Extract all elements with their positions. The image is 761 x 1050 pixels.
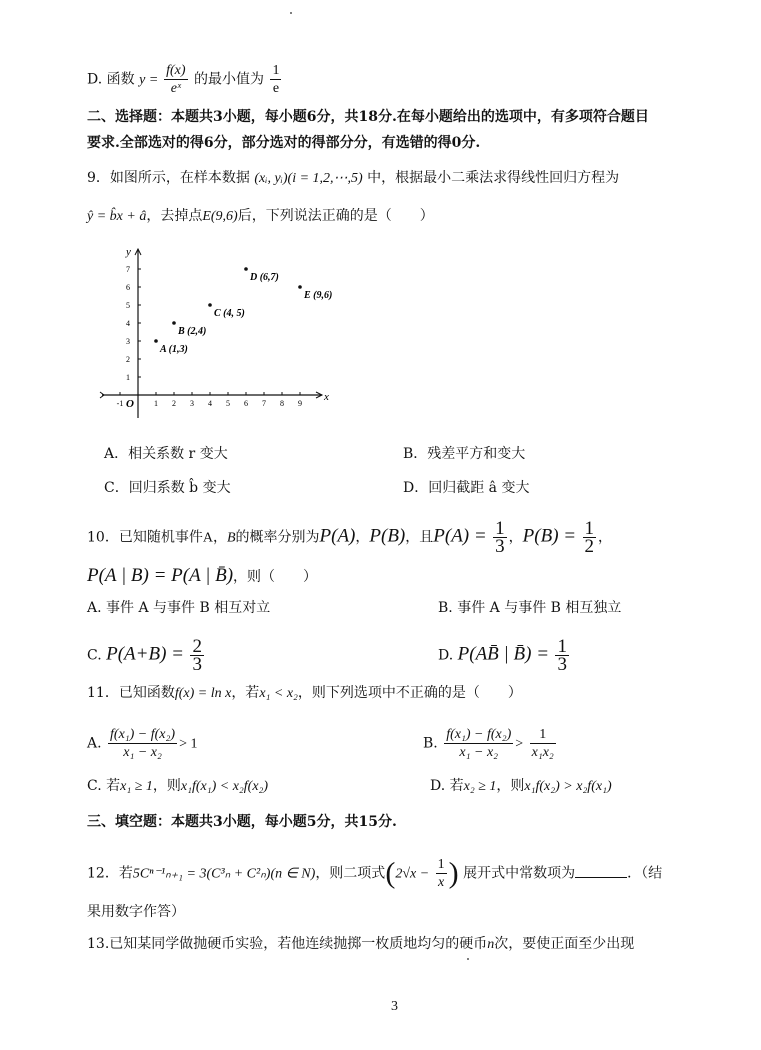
q9-option-a: A．相关系数 r 变大 — [104, 446, 228, 462]
y-tick-label: 2 — [126, 355, 130, 364]
x-tick-label: 1 — [154, 399, 158, 408]
fraction-one-half: $\frac{1}{2}$ — [584, 518, 595, 557]
q11-option-a: A. $\frac{\text{f(x₁) − f(x₂)}}{\text{x₁ − x₂}}$ > 1 — [87, 727, 198, 760]
section2-line1: 二、选择题：本题共3小题，每小题6分，共18分.在每小题给出的选项中，有多项符合题目 — [87, 109, 649, 125]
chart-axes — [100, 246, 329, 418]
q10-option-c: C. P(A+B) = $\frac{2}{3}$ — [87, 636, 202, 675]
q11-option-b: B. $\frac{\text{f(x₁) − f(x₂)}}{\text{x₁ − x₂}}$ > $\frac{1}{\text{x₁x₂}}$ — [423, 727, 554, 760]
y-tick-label: 3 — [126, 337, 130, 346]
fraction-difference-quotient-a: $\frac{\text{f(x₁) − f(x₂)}}{\text{x₁ − x₂}}$ — [110, 727, 176, 760]
q11-line1: 11．已知函数f(x) = ln x，若x₁ < x₂，则下列选项中不正确的是（ ） — [87, 685, 522, 701]
point-e — [298, 285, 302, 289]
section3-title: 三、填空题：本题共3小题，每小题5分，共15分. — [87, 814, 397, 830]
page-number: 3 — [391, 999, 398, 1014]
x-tick-label: 3 — [190, 399, 194, 408]
y-tick-label: 5 — [126, 301, 130, 310]
fraction-one-over-x1x2: $\frac{1}{\text{x₁x₂}}$ — [531, 727, 554, 760]
q10-option-b: B. 事件 A 与事件 B 相互独立 — [438, 600, 622, 616]
q10-option-d: D. P(AB̄ | B̄) = $\frac{1}{3}$ — [438, 636, 567, 675]
q11-option-c: C. 若x₁ ≥ 1，则x₁f(x₁) < x₂f(x₂) — [87, 778, 269, 794]
q8-option-d: D. 函数 y = $\frac{f(x)}{\text{eˣ}}$ 的最小值为 $\frac{1}{e}$ — [87, 63, 280, 96]
q9-line1: 9．如图所示，在样本数据 (xᵢ, yᵢ)(i = 1,2,⋯,5) 中，根据最小二乘法求得线性回归方程为 — [87, 170, 620, 186]
scatter-chart — [96, 245, 356, 425]
point-a — [154, 339, 158, 343]
x-tick-label: 5 — [226, 399, 230, 408]
q9-option-c: C．回归系数 b̂ 变大 — [104, 480, 231, 496]
scan-speck — [467, 958, 469, 960]
chart-ticks — [117, 265, 302, 408]
point-label-c: C (4, 5) — [214, 308, 245, 319]
point-label-e: E (9,6) — [304, 290, 333, 301]
x-tick-label: -1 — [116, 399, 124, 408]
x-tick-label: 7 — [262, 399, 266, 408]
x-axis-label: x — [324, 391, 329, 403]
origin-label: O — [126, 398, 134, 410]
chart-points — [154, 267, 332, 355]
q11-option-d: D. 若x₂ ≥ 1，则x₁f(x₂) > x₂f(x₁) — [430, 778, 612, 794]
fraction-two-thirds: $\frac{2}{3}$ — [192, 636, 202, 675]
section2-line2: 要求.全部选对的得6分，部分选对的得部分分，有选错的得0分. — [87, 135, 481, 151]
y-tick-label: 7 — [126, 265, 130, 274]
fraction-one-third: $\frac{1}{3}$ — [495, 518, 505, 557]
x-tick-label: 8 — [280, 399, 284, 408]
q13-line1: 13.已知某同学做抛硬币实验，若他连续抛掷一枚质地均匀的硬币n次，要使正面至少出现 — [87, 936, 635, 952]
q12-line1: 12．若5Cⁿ⁻¹ₙ₊₁ = 3(C³ₙ + C²ₙ)(n ∈ N)，则二项式(2√x − $\frac{1}{x}$ ) 展开式中常数项为 ．（结 — [87, 856, 663, 890]
x-tick-label: 4 — [208, 399, 212, 408]
q9-option-d: D．回归截距 â 变大 — [403, 480, 530, 496]
fraction-one-over-e: $\frac{1}{e}$ — [272, 63, 280, 96]
x-tick-label: 9 — [298, 399, 302, 408]
q10-line2: P(A | B) = P(A | B̄)，则（ ） — [87, 565, 318, 586]
point-label-d: D (6,7) — [250, 272, 279, 283]
y-tick-label: 4 — [126, 319, 130, 328]
fraction-one-third-d: $\frac{1}{3}$ — [557, 636, 567, 675]
point-d — [244, 267, 248, 271]
y-tick-label: 1 — [126, 373, 130, 382]
q9-option-b: B．残差平方和变大 — [403, 446, 526, 462]
point-label-b: B (2,4) — [178, 326, 207, 337]
point-c — [208, 303, 212, 307]
scan-speck — [290, 12, 292, 14]
y-tick-label: 6 — [126, 283, 130, 292]
answer-blank — [575, 863, 627, 878]
y-axis-label: y — [126, 246, 131, 258]
fraction-difference-quotient-b: $\frac{\text{f(x₁) − f(x₂)}}{\text{x₁ − x₂}}$ — [446, 727, 512, 760]
q12-line2: 果用数字作答） — [87, 904, 185, 920]
q10-option-a: A. 事件 A 与事件 B 相互对立 — [87, 600, 271, 616]
q9-line2: ŷ = b̂x + â，去掉点E(9,6)后，下列说法正确的是（ ） — [87, 208, 434, 224]
point-b — [172, 321, 176, 325]
x-tick-label: 6 — [244, 399, 248, 408]
fraction-f-over-e: $\frac{f(x)}{\text{eˣ}}$ — [166, 63, 186, 96]
fraction-one-over-x: $\frac{1}{x}$ — [437, 857, 445, 890]
point-label-a: A (1,3) — [160, 344, 188, 355]
x-tick-label: 2 — [172, 399, 176, 408]
q10-line1: 10．已知随机事件A，B的概率分别为P(A)，P(B)，且P(A) = $\frac{1}{3}$ ，P(B) = $\frac{1}{2}$ ， — [87, 518, 613, 557]
